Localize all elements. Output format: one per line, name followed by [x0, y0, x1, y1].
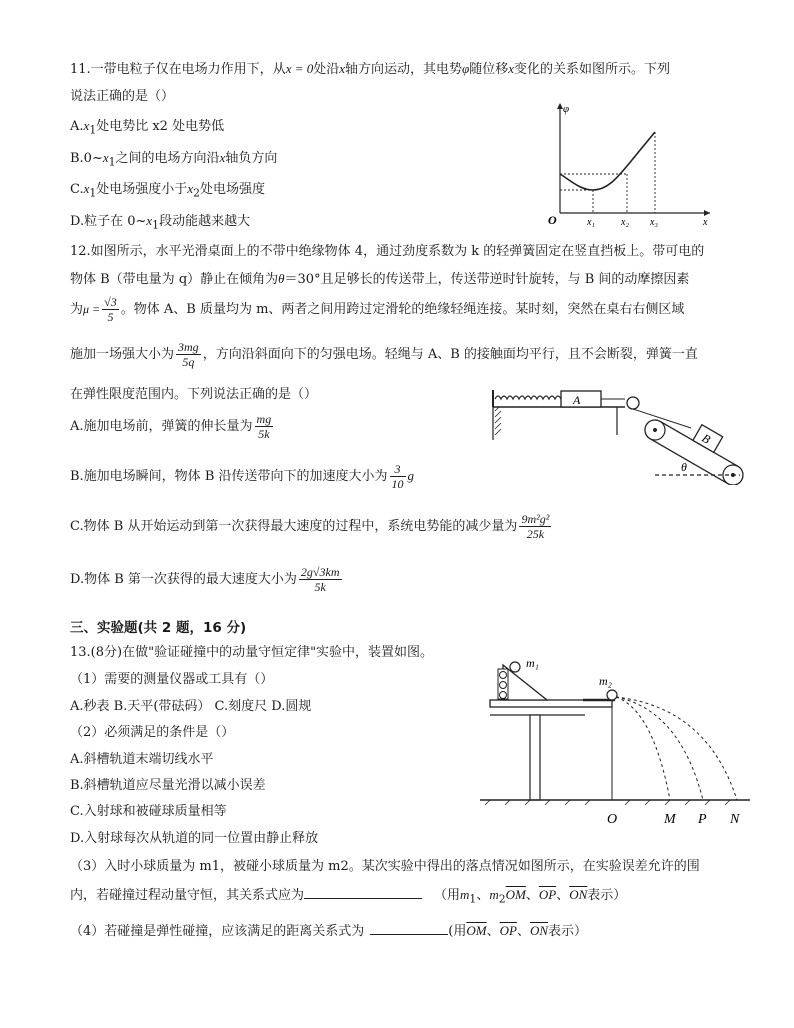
q12-line5: 在弹性限度范围内。下列说法正确的是（） — [70, 387, 318, 402]
q11-option-a: $A.x_1$处电势比 x2 处电势低 — [70, 118, 225, 137]
origin-label: O — [548, 213, 557, 227]
q12-option-a: A.施加电场前，弹簧的伸长量为 $\frac{mg}{5k}$ — [70, 412, 272, 441]
trajectory-p — [616, 697, 703, 800]
answer-blank-3[interactable] — [304, 886, 422, 899]
q12-line1: 12.如图所示，水平光滑桌面上的不带中绝缘物体 4，通过劲度系数为 k 的轻弹簧固定在竖直挡板上。带可电的 — [70, 244, 705, 259]
q11-option-b: $B.0\sim x_1$之间的电场方向沿x轴负方向 — [70, 150, 278, 169]
phi-label: φ — [563, 103, 570, 115]
x1-label: x₁ — [587, 217, 595, 228]
q13-part3-line2: 内，若碰撞过程动量守恒，其关系式应为 （用$m_1$、$m_2\overline{OM}$、$\overline{OP}$、$\overline{ON}$表示） — [70, 887, 627, 906]
ball-m1 — [510, 662, 520, 672]
q13-part2-a: A.斜槽轨道末端切线水平 — [70, 752, 214, 767]
mu-fraction: $\frac{√3}{5}$ — [104, 295, 117, 324]
spring — [495, 396, 561, 399]
block-a — [561, 391, 601, 407]
point-p: P — [698, 812, 707, 827]
q12-line2: 物体 B（带电量为 q）静止在倾角为θ＝30°且足够长的传送带上，传送带逆时针旋转，与 B 间的动摩擦因素 — [70, 271, 690, 287]
point-o: O — [607, 812, 618, 827]
q11-option-c: $C.x_1$处电场强度小于$x_2$处电场强度 — [70, 181, 265, 200]
x3-label: x₃ — [650, 217, 658, 228]
svg-text:B: B — [699, 430, 713, 447]
trajectory-m — [616, 697, 670, 800]
q13-part2-c: C.入射球和被碰球质量相等 — [70, 804, 227, 819]
answer-blank-4[interactable] — [370, 922, 448, 935]
q13-collision-apparatus — [475, 655, 755, 830]
q12-conveyor-figure — [485, 385, 750, 485]
potential-curve — [560, 132, 655, 190]
field-fraction: $\frac{3mg}{5q}$ — [178, 340, 199, 369]
q13-part2-b: B.斜槽轨道应尽量光滑以减小误差 — [70, 778, 266, 793]
q11-stem-line2: 说法正确的是（） — [70, 89, 175, 104]
q12-line4: 施加一场强大小为 $\frac{3mg}{5q}$ ，方向沿斜面向下的匀强电场。轻绳与 A、B 的接触面均平行，且不会断裂，弹簧一直 — [70, 340, 698, 369]
inclined-chute — [503, 665, 547, 700]
q11-potential-graph — [545, 98, 715, 228]
section-3-title: 三、实验题(共 2 题，16 分) — [70, 620, 247, 636]
point-n: N — [730, 812, 740, 827]
point-m: M — [664, 812, 676, 827]
q12-line3: 为μ = $\frac{√3}{5}$ 。物体 A、B 质量均为 m、两者之间用跨过定滑轮的绝缘轻绳连接。某时刻，突然在桌右右侧区域 — [70, 295, 685, 324]
ball-m2 — [607, 690, 617, 700]
q11-stem-line1: 11.一带电粒子仅在电场力作用下，从x = 0处沿x轴方向运动，其电势φ随位移x变化的关系如图所示。下列 — [70, 61, 671, 77]
q11-option-d: D.粒子在 $0\sim x_1$段动能越来越大 — [70, 213, 251, 232]
q13-part2: （2）必须满足的条件是（） — [70, 725, 235, 740]
m1-label: m₁ — [526, 656, 539, 670]
q12-option-c: C.物体 B 从开始运动到第一次获得最大速度的过程中，系统电势能的减少量为 $\frac{\text{9m²g²}}{25k}$ — [70, 512, 550, 541]
svg-text:A: A — [573, 393, 581, 407]
q13-part1-options: A.秒表 B.天平(带砝码） C.刻度尺 D.圆规 — [70, 699, 312, 714]
table-leg — [530, 715, 540, 800]
q12-option-d: D.物体 B 第一次获得的最大速度大小为 $\frac{2g√3km}{5k}$ — [70, 565, 340, 594]
q13-part4: （4）若碰撞是弹性碰撞，应该满足的距离关系式为 (用$\overline{OM}$、$\overline{OP}$、$\overline{ON}$表示） — [70, 923, 588, 939]
m2-label: m₂ — [599, 674, 612, 688]
q12-option-b: B.施加电场瞬间，物体 B 沿传送带向下的加速度大小为 $\frac{3}{10}$ g — [70, 462, 415, 491]
x-label: x — [703, 217, 708, 228]
theta-label: θ — [681, 460, 687, 474]
x2-label: x₂ — [621, 217, 629, 228]
trajectory-n — [616, 697, 737, 800]
q13-part2-d: D.入射球每次从轨道的同一位置由静止释放 — [70, 831, 319, 846]
q13-part1: （1）需要的测量仪器或工具有（） — [70, 672, 274, 687]
pulley — [627, 397, 639, 409]
q13-part3-line1: （3）入时小球质量为 m1，被碰小球质量为 m2。某次实验中得出的落点情况如图所示，在实验误差允许的围 — [70, 859, 700, 874]
q13-line1: 13.(8分)在做"验证碰撞中的动量守恒定律"实验中，装置如图。 — [70, 645, 434, 660]
